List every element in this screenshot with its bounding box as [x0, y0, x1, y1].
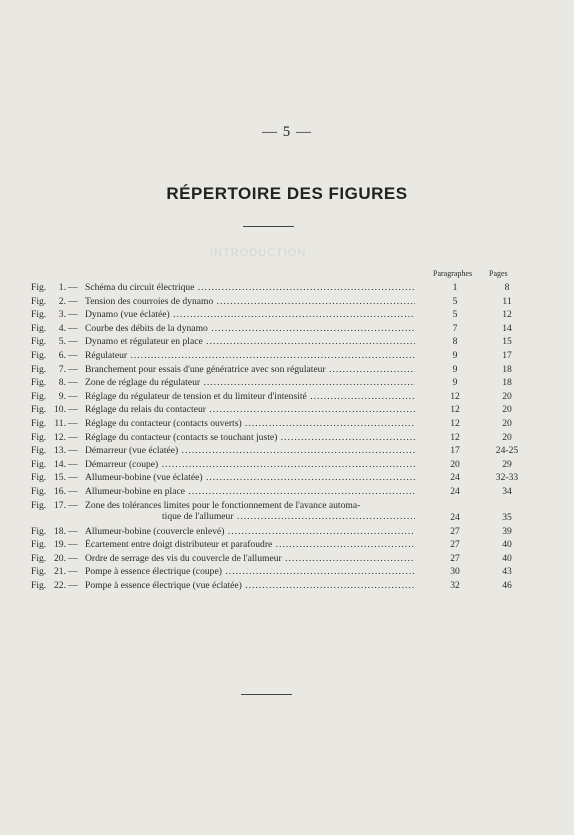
figure-prefix: Fig. [31, 579, 47, 591]
paragraph-ref: 20 [450, 458, 460, 470]
figure-label: Dynamo (vue éclatée) ..... [85, 309, 415, 320]
figure-prefix: Fig. [31, 417, 47, 429]
page-ref: 29 [502, 458, 512, 470]
page-ref: 39 [502, 525, 512, 537]
figure-number: 5. [58, 336, 66, 348]
figure-prefix: Fig. [31, 377, 47, 389]
figure-row [0, 486, 574, 500]
figure-prefix: Fig. [31, 539, 47, 551]
figure-number: 22. [54, 579, 66, 591]
page-ref: 40 [502, 552, 512, 564]
paragraph-ref: 5 [452, 295, 458, 307]
page-ref: 15 [502, 336, 512, 348]
figure-number: 11. [54, 417, 66, 429]
figure-row [0, 364, 574, 378]
figure-label: Démarreur (vue éclatée) ..... [85, 445, 415, 456]
figure-number: 15. [54, 472, 66, 484]
page-ref: 18 [502, 377, 512, 389]
page-ref: 18 [502, 363, 512, 375]
figure-row [0, 553, 574, 567]
paragraph-ref: 9 [452, 363, 458, 375]
figure-number: 2. [58, 295, 66, 307]
figure-row [0, 350, 574, 364]
paragraph-ref: 32 [450, 579, 460, 591]
figure-dash: — [68, 295, 78, 307]
figure-row [0, 472, 574, 486]
figure-label-continued: tique de l'allumeur ..... [162, 511, 415, 522]
paragraph-ref: 12 [450, 390, 460, 402]
figure-dash: — [68, 390, 78, 402]
paragraph-ref: 24 [450, 485, 460, 497]
column-headers [0, 269, 574, 281]
figure-number: 9. [58, 390, 66, 402]
figure-number: 12. [54, 431, 66, 443]
figure-prefix: Fig. [31, 404, 47, 416]
page-ref: 20 [502, 404, 512, 416]
figure-number: 16. [54, 485, 66, 497]
figure-prefix: Fig. [31, 458, 47, 470]
figure-prefix: Fig. [31, 363, 47, 375]
bleed-through-text: INTRODUCTION [210, 247, 307, 259]
figure-row [0, 566, 574, 580]
figure-label: Allumeur-bobine en place ..... [85, 486, 415, 497]
paragraph-ref: 17 [450, 445, 460, 457]
page-ref: 11 [502, 295, 512, 307]
figure-number: 10. [54, 404, 66, 416]
figure-dash: — [68, 472, 78, 484]
figure-number: 18. [54, 525, 66, 537]
figure-number: 7. [58, 363, 66, 375]
figure-label: Schéma du circuit électrique ..... [85, 282, 415, 293]
page-ref: 20 [502, 390, 512, 402]
paragraph-ref: 12 [450, 417, 460, 429]
figure-label: Branchement pour essais d'une génératrice avec son régulateur ..... [85, 364, 415, 375]
page-ref: 43 [502, 566, 512, 578]
figure-dash: — [68, 552, 78, 564]
figure-row [0, 526, 574, 540]
paragraph-ref: 5 [452, 309, 458, 321]
figure-label: Ordre de serrage des vis du couvercle de l'allumeur ..... [85, 553, 415, 564]
figure-dash: — [68, 566, 78, 578]
figure-dash: — [68, 499, 78, 511]
figure-label: Zone des tolérances limites pour le fonctionnement de l'avance automa- [85, 499, 361, 511]
page-ref: 14 [502, 322, 512, 334]
page-ref: 34 [502, 485, 512, 497]
figure-row [0, 377, 574, 391]
figure-number: 20. [54, 552, 66, 564]
paragraph-ref: 30 [450, 566, 460, 578]
figure-number: 8. [58, 377, 66, 389]
figure-dash: — [68, 282, 78, 293]
figure-prefix: Fig. [31, 472, 47, 484]
figure-list [0, 282, 574, 593]
figure-label: Pompe à essence électrique (vue éclatée) ..... [85, 580, 415, 591]
figure-row [0, 500, 574, 526]
figure-prefix: Fig. [31, 282, 47, 293]
figure-dash: — [68, 525, 78, 537]
figure-dash: — [68, 349, 78, 361]
paragraph-ref: 24 [450, 511, 460, 523]
figure-prefix: Fig. [31, 295, 47, 307]
figure-row [0, 539, 574, 553]
figure-prefix: Fig. [31, 349, 47, 361]
figure-number: 4. [58, 322, 66, 334]
figure-label: Courbe des débits de la dynamo ..... [85, 323, 415, 334]
figure-dash: — [68, 309, 78, 321]
page-ref: 40 [502, 539, 512, 551]
paragraph-ref: 1 [452, 282, 458, 293]
paragraph-ref: 8 [452, 336, 458, 348]
bottom-divider [241, 694, 292, 695]
figure-label: Réglage du contacteur (contacts se touchant juste) ..... [85, 432, 415, 443]
figure-dash: — [68, 445, 78, 457]
figure-label: Écartement entre doigt distributeur et parafoudre ..... [85, 539, 415, 550]
figure-dash: — [68, 539, 78, 551]
figure-dash: — [68, 336, 78, 348]
page-ref: 35 [502, 511, 512, 523]
paragraph-ref: 9 [452, 349, 458, 361]
figure-row [0, 296, 574, 310]
figure-label: Réglage du contacteur (contacts ouverts) ..... [85, 418, 415, 429]
paragraph-ref: 27 [450, 539, 460, 551]
figure-dash: — [68, 485, 78, 497]
figure-prefix: Fig. [31, 566, 47, 578]
page-ref: 32-33 [495, 472, 519, 484]
figure-dash: — [68, 322, 78, 334]
paragraph-ref: 27 [450, 552, 460, 564]
page-ref: 20 [502, 431, 512, 443]
figure-row [0, 282, 574, 296]
figure-row [0, 445, 574, 459]
paragraph-ref: 24 [450, 472, 460, 484]
figure-number: 17. [54, 499, 66, 511]
figure-dash: — [68, 417, 78, 429]
figure-label: Pompe à essence électrique (coupe) ..... [85, 566, 415, 577]
figure-label: Zone de réglage du régulateur ..... [85, 377, 415, 388]
figure-dash: — [68, 458, 78, 470]
paragraph-ref: 7 [452, 322, 458, 334]
page-ref: 20 [502, 417, 512, 429]
figure-dash: — [68, 404, 78, 416]
top-divider [243, 226, 294, 227]
figure-number: 1. [58, 282, 66, 293]
figure-number: 6. [58, 349, 66, 361]
figure-prefix: Fig. [31, 485, 47, 497]
paragraphs-header: Paragraphes [433, 269, 473, 278]
figure-prefix: Fig. [31, 431, 47, 443]
page-ref: 12 [502, 309, 512, 321]
figure-row [0, 418, 574, 432]
page-number: — 5 — [262, 124, 312, 140]
paragraph-ref: 12 [450, 431, 460, 443]
figure-row [0, 432, 574, 446]
figure-number: 14. [54, 458, 66, 470]
figure-label: Réglage du relais du contacteur ..... [85, 404, 415, 415]
figure-prefix: Fig. [31, 445, 47, 457]
figure-label: Tension des courroies de dynamo ..... [85, 296, 415, 307]
figure-label: Allumeur-bobine (vue éclatée) ..... [85, 472, 415, 483]
pages-header: Pages [489, 269, 508, 278]
figure-prefix: Fig. [31, 322, 47, 334]
figure-row [0, 580, 574, 594]
page-title: RÉPERTOIRE DES FIGURES [166, 184, 408, 203]
figure-prefix: Fig. [31, 552, 47, 564]
figure-prefix: Fig. [31, 499, 47, 511]
page-ref: 17 [502, 349, 512, 361]
paragraph-ref: 27 [450, 525, 460, 537]
figure-dash: — [68, 579, 78, 591]
page-ref: 46 [502, 579, 512, 591]
paragraph-ref: 9 [452, 377, 458, 389]
figure-dash: — [68, 377, 78, 389]
figure-prefix: Fig. [31, 336, 47, 348]
figure-dash: — [68, 431, 78, 443]
figure-row [0, 404, 574, 418]
figure-label: Démarreur (coupe) ..... [85, 459, 415, 470]
figure-number: 3. [58, 309, 66, 321]
figure-label: Réglage du régulateur de tension et du limiteur d'intensité ..... [85, 391, 415, 402]
figure-prefix: Fig. [31, 525, 47, 537]
figure-label: Régulateur ..... [85, 350, 415, 361]
page-ref: 8 [504, 282, 510, 293]
paragraph-ref: 12 [450, 404, 460, 416]
figure-label: Allumeur-bobine (couvercle enlevé) ..... [85, 526, 415, 537]
figure-prefix: Fig. [31, 390, 47, 402]
figure-number: 13. [54, 445, 66, 457]
figure-number: 19. [54, 539, 66, 551]
figure-row [0, 309, 574, 323]
figure-number: 21. [54, 566, 66, 578]
figure-row [0, 323, 574, 337]
figure-prefix: Fig. [31, 309, 47, 321]
page-ref: 24-25 [495, 445, 519, 457]
figure-row [0, 391, 574, 405]
figure-label: Dynamo et régulateur en place ..... [85, 336, 415, 347]
figure-row [0, 336, 574, 350]
figure-row [0, 459, 574, 473]
figure-dash: — [68, 363, 78, 375]
